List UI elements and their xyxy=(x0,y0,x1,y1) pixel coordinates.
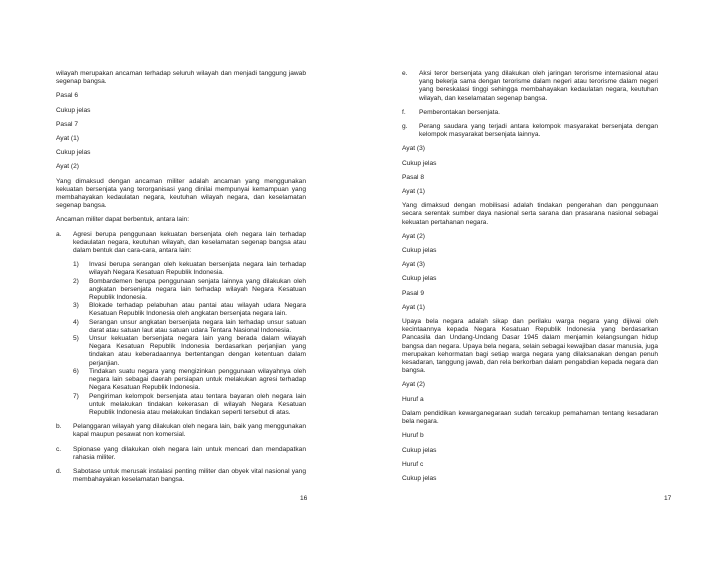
cukup-jelas-text: Cukup jelas xyxy=(402,247,437,255)
list-marker: g. xyxy=(402,123,408,131)
right-page xyxy=(364,0,728,563)
sub-marker: 2) xyxy=(73,277,79,285)
ayat-2-paragraph: Yang dimaksud dengan ancaman militer adalah ancaman yang menggunakan kekuatan bersenjata yang terorganisasi yang dinilai mempunyai kemampuan yang membahayakan kedaulatan negara, keutuhan wilayah negara, dan keselamatan segenap bangsa. xyxy=(56,177,306,210)
sub-list-item xyxy=(73,335,306,368)
sub-list-item xyxy=(73,261,306,277)
list-item-a xyxy=(56,231,306,256)
list-item-g xyxy=(402,123,658,139)
right-text-column xyxy=(402,70,658,489)
list-marker: c. xyxy=(56,445,62,453)
ayat-1-heading: Ayat (1) xyxy=(402,188,425,196)
list-item-b xyxy=(56,423,306,439)
huruf-b-heading: Huruf b xyxy=(402,432,424,440)
sub-text: Pengiriman kelompok bersenjata atau tentara bayaran oleh negara lain untuk melakukan tindakan kekerasan di wilayah Negara Kesatuan Republik Indonesia atau melakukan tindakan seperti tersebut di atas. xyxy=(89,392,306,416)
huruf-a-paragraph: Dalam pendidikan kewarganegaraan sudah tercakup pemahaman tentang kesadaran bela negara. xyxy=(402,409,658,426)
sub-text: Blokade terhadap pelabuhan atau pantai atau wilayah udara Negara Kesatuan Republik Indonesia oleh angkatan bersenjata negara lain. xyxy=(89,302,306,318)
ayat-2-heading: Ayat (2) xyxy=(56,163,79,171)
list-marker: e. xyxy=(402,70,408,77)
ancaman-intro: Ancaman militer dapat berbentuk, antara lain: xyxy=(56,216,190,224)
left-text-column xyxy=(56,70,306,490)
list-item-d xyxy=(56,468,306,484)
cukup-jelas-text: Cukup jelas xyxy=(402,159,437,167)
bela-negara-paragraph: Upaya bela negara adalah sikap dan perilaku warga negara yang dijiwai oleh kecintaannya kepada Negara Kesatuan Republik Indonesia yang berdasarkan Pancasila dan Undang-Undang Dasar 1945 dalam menjamin kelangsungan hidup bangsa dan negara. Upaya bela negara, selain sebagai kewajiban dasar manusia, juga merupakan kehormatan bagi setiap warga negara yang dilaksanakan dengan penuh kesadaran, tanggung jawab, dan rela berkorban dalam pengabdian kepada negara dan bangsa. xyxy=(402,318,658,375)
list-text: Perang saudara yang terjadi antara kelompok masyarakat bersenjata dengan kelompok masyarakat bersenjata lainnya. xyxy=(419,123,658,139)
sub-marker: 7) xyxy=(73,392,79,400)
pasal-6-heading: Pasal 6 xyxy=(56,92,78,100)
list-text: Spionase yang dilakukan oleh negara lain untuk mencari dan mendapatkan rahasia militer. xyxy=(73,445,306,461)
sub-list-item xyxy=(73,319,306,335)
sub-list-item xyxy=(73,393,306,418)
sub-marker: 6) xyxy=(73,367,79,375)
mobilisasi-paragraph: Yang dimaksud dengan mobilisasi adalah tindakan pengerahan dan penggunaan secara serentak sumber daya nasional serta sarana dan prasarana nasional sebagai kekuatan pertahanan negara. xyxy=(402,202,658,226)
ayat-1-heading: Ayat (1) xyxy=(56,135,79,143)
cukup-jelas-text: Cukup jelas xyxy=(56,106,91,114)
sub-text: Serangan unsur angkatan bersenjata negara lain terhadap unsur satuan darat atau satuan laut atau satuan udara Tentara Nasional Indonesia. xyxy=(89,318,306,334)
sub-marker: 4) xyxy=(73,318,79,326)
sub-marker: 3) xyxy=(73,302,79,310)
sub-text: Bombardemen berupa penggunaan senjata lainnya yang dilakukan oleh angkatan bersenjata negara lain terhadap wilayah Negara Kesatuan Republik Indonesia. xyxy=(89,277,306,302)
ayat-2-heading: Ayat (2) xyxy=(402,381,425,389)
list-item-f xyxy=(402,109,658,117)
list-marker: a. xyxy=(56,230,62,238)
ayat-2-heading: Ayat (2) xyxy=(402,232,425,240)
sub-text: Tindakan suatu negara yang mengizinkan penggunaan wilayahnya oleh negara lain sebagai daerah persiapan untuk melakukan agresi terhadap Negara Kesatuan Republik Indonesia. xyxy=(89,367,306,392)
ayat-1-heading: Ayat (1) xyxy=(402,303,425,311)
huruf-a-heading: Huruf a xyxy=(402,395,424,403)
list-text: Agresi berupa penggunaan kekuatan bersenjata oleh negara lain terhadap kedaulatan negara, keutuhan wilayah, dan keselamatan segenap bangsa atau dalam bentuk dan cara-cara, antara lain: xyxy=(73,230,306,255)
list-marker: b. xyxy=(56,423,62,431)
list-text: Sabotase untuk merusak instalasi penting militer dan obyek vital nasional yang membahayakan keselamatan bangsa. xyxy=(73,467,306,484)
list-marker: f. xyxy=(402,108,406,116)
sub-list-item xyxy=(73,302,306,318)
sub-marker: 5) xyxy=(73,335,79,343)
sub-text: Unsur kekuatan bersenjata negara lain yang berada dalam wilayah Negara Kesatuan Republik Indonesia berdasarkan perjanjian yang tindakan atau keberadaannya bertentangan dengan ketentuan dalam perjanjian. xyxy=(89,335,306,367)
page-number: 17 xyxy=(664,495,672,502)
list-marker: d. xyxy=(56,467,62,475)
cukup-jelas-text: Cukup jelas xyxy=(402,446,437,454)
pasal-7-heading: Pasal 7 xyxy=(56,120,78,128)
sub-marker: 1) xyxy=(73,261,79,269)
list-text: Aksi teror bersenjata yang dilakukan oleh jaringan terorisme internasional atau yang bekerja sama dengan terorisme dalam negeri atau terorisme dalam negeri yang bereskalasi tinggi sehingga membahayakan kedaulatan negara, keutuhan wilayah, dan keselamatan segenap bangsa. xyxy=(419,70,658,102)
sub-list-item xyxy=(73,278,306,303)
list-text: Pelanggaran wilayah yang dilakukan oleh negara lain, baik yang menggunakan kapal maupun pesawat non komersial. xyxy=(73,423,306,439)
cukup-jelas-text: Cukup jelas xyxy=(402,275,437,283)
list-item-c xyxy=(56,446,306,462)
sub-list xyxy=(73,261,306,417)
intro-paragraph: wilayah merupakan ancaman terhadap seluruh wilayah dan menjadi tanggung jawab segenap bangsa. xyxy=(56,70,306,86)
ayat-3-heading: Ayat (3) xyxy=(402,145,425,153)
page-number: 16 xyxy=(300,495,308,502)
cukup-jelas-text: Cukup jelas xyxy=(402,474,437,482)
list-item-e xyxy=(402,70,658,103)
cukup-jelas-text: Cukup jelas xyxy=(56,149,91,157)
list-text: Pemberontakan bersenjata. xyxy=(419,108,501,116)
pasal-9-heading: Pasal 9 xyxy=(402,289,424,297)
ayat-3-heading: Ayat (3) xyxy=(402,261,425,269)
sub-list-item xyxy=(73,368,306,393)
pasal-8-heading: Pasal 8 xyxy=(402,173,424,181)
huruf-c-heading: Huruf c xyxy=(402,460,424,468)
sub-text: Invasi berupa serangan oleh kekuatan bersenjata negara lain terhadap wilayah Negara Kesatuan Republik Indonesia. xyxy=(89,261,306,277)
